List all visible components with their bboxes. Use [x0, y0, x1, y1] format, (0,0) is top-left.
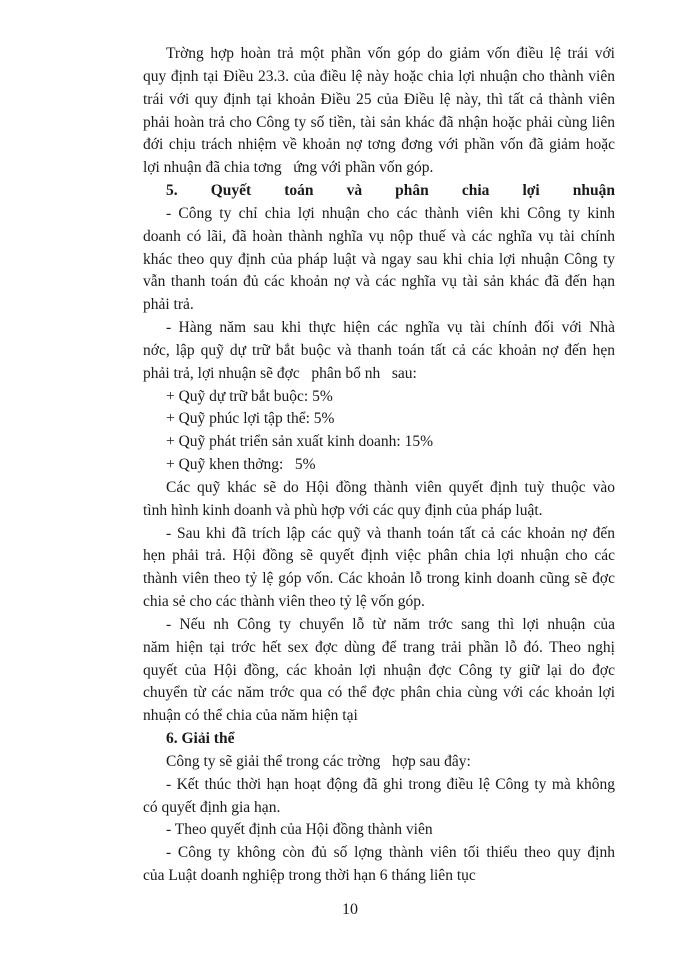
- text-line: - Sau khi đã trích lập các quỹ và thanh toán tất cả các khoản nợ đến: [166, 524, 615, 542]
- text-line: - Hàng năm sau khi thực hiện các nghĩa vụ tài chính đối với Nhà: [166, 319, 615, 336]
- text-line: tình hình kinh doanh và phù hợp với các quy định của pháp luật.: [143, 501, 543, 519]
- text-line: - Công ty không còn đủ số lợng thành viên tối thiểu theo quy định: [166, 844, 615, 862]
- text-line: - Theo quyết định của Hội đồng thành viên: [166, 821, 433, 839]
- list-item: + Quỹ phúc lợi tập thể: 5%: [166, 410, 335, 428]
- text-line: doanh có lãi, đã hoàn thành nghĩa vụ nộp thuế và các nghĩa vụ tài chính: [143, 227, 615, 245]
- text-line: có quyết định gia hạn.: [143, 798, 281, 816]
- list-item: + Quỹ khen thởng: 5%: [166, 456, 316, 473]
- section-heading: 5. Quyết toán và phân chia lợi nhuận: [166, 182, 615, 199]
- page-number: 10: [342, 901, 358, 918]
- text-line: lợi nhuận đã chia tơng ứng với phần vốn góp.: [143, 159, 434, 177]
- text-line: phải trả, lợi nhuận sẽ đợc phân bổ nh sau:: [143, 364, 417, 382]
- list-item: + Quỹ dự trữ bắt buộc: 5%: [166, 387, 333, 405]
- text-line: của Luật doanh nghiệp trong thời hạn 6 tháng liên tục: [143, 867, 476, 884]
- text-line: năm hiện tại trớc hết sex đợc dùng để trang trải phần lỗ đó. Theo nghị: [143, 638, 615, 656]
- text-line: vẫn thanh toán đủ các khoản nợ và các nghĩa vụ tài sản khác đã đến hạn: [143, 273, 615, 291]
- text-line: nhuận có thể chia của năm hiện tại: [143, 707, 358, 725]
- section-heading: 6. Giải thể: [166, 730, 235, 747]
- text-line: Các quỹ khác sẽ do Hội đồng thành viên quyết định tuỳ thuộc vào: [166, 478, 615, 496]
- text-line: trái với quy định tại khoản Điều 25 của Điều lệ này, thì tất cả thành viên: [143, 90, 615, 108]
- text-line: khác theo quy định của pháp luật và ngay sau khi chia lợi nhuận Công ty: [143, 250, 615, 268]
- text-line: - Nếu nh Công ty chuyển lỗ từ năm trớc sang thì lợi nhuận của: [166, 615, 615, 633]
- text-line: phải hoàn trả cho Công ty số tiền, tài sản khác đã nhận hoặc phải cùng liên: [143, 113, 615, 131]
- text-line: chuyển từ các năm trớc qua có thể đợc phân chia cùng với các khoản lợi: [143, 684, 615, 702]
- text-line: quy định tại Điều 23.3. của điều lệ này hoặc chia lợi nhuận cho thành viên: [143, 67, 615, 85]
- text-line: - Công ty chỉ chia lợi nhuận cho các thành viên khi Công ty kinh: [166, 204, 615, 222]
- text-line: thành viên theo tỷ lệ góp vốn. Các khoản lỗ trong kinh doanh cũng sẽ đợc: [143, 570, 615, 588]
- text-line: nớc, lập quỹ dự trữ bắt buộc và thanh toán tất cả các khoản nợ đến hẹn: [143, 341, 615, 359]
- text-line: quyết của Hội đồng, các khoản lợi nhuận đợc Công ty giữ lại do đợc: [143, 661, 615, 679]
- text-line: phải trả.: [143, 296, 194, 314]
- text-line: chia sẻ cho các thành viên theo tỷ lệ vốn góp.: [143, 593, 425, 610]
- list-item: + Quỹ phát triển sản xuất kinh doanh: 15%: [166, 433, 434, 451]
- text-line: Công ty sẽ giải thể trong các trờng hợp sau đây:: [166, 752, 471, 770]
- text-line: Trờng hợp hoàn trả một phần vốn góp do giảm vốn điều lệ trái với: [166, 45, 615, 62]
- text-line: - Kết thúc thời hạn hoạt động đã ghi trong điều lệ Công ty mà không: [166, 775, 615, 793]
- text-line: đới chịu trách nhiệm về khoản nợ tơng đơng với phần vốn đã giảm hoặc: [143, 136, 615, 154]
- text-line: hẹn phải trả. Hội đồng sẽ quyết định việc phân chia lợi nhuận cho các: [143, 547, 615, 565]
